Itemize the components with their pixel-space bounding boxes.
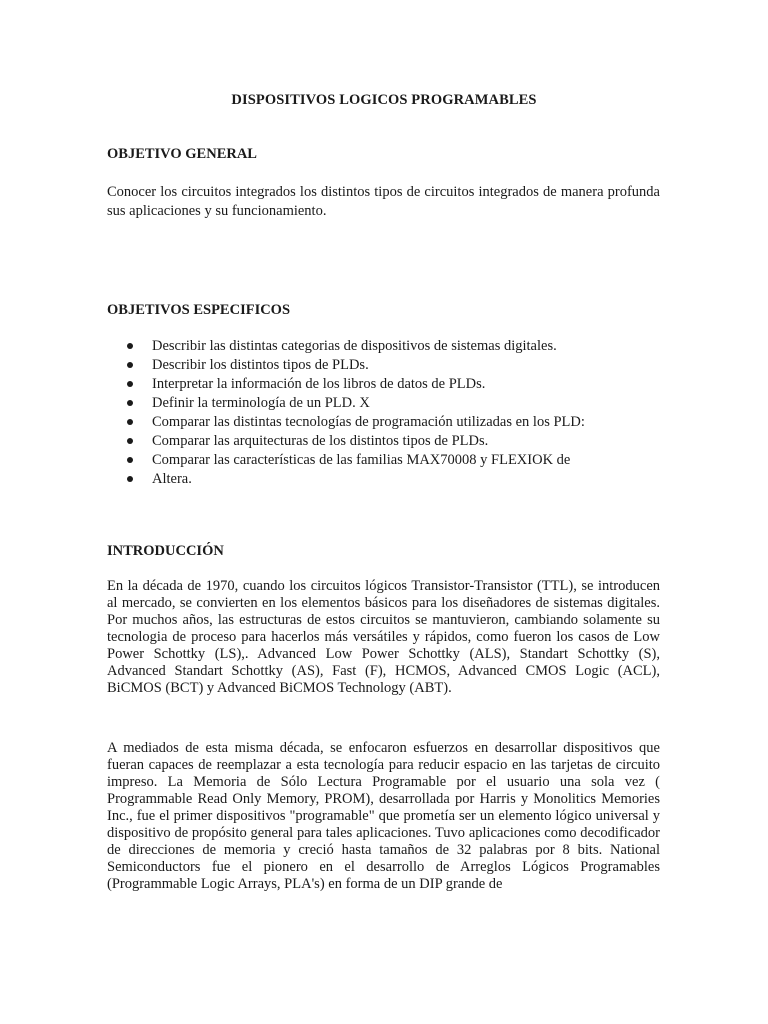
heading-objetivo-general: OBJETIVO GENERAL (107, 146, 257, 162)
list-item (107, 337, 660, 356)
bullet-icon (127, 476, 133, 482)
bullet-icon (127, 343, 133, 349)
heading-introduccion: INTRODUCCIÓN (107, 543, 224, 559)
bullet-icon (127, 400, 133, 406)
document-title: DISPOSITIVOS LOGICOS PROGRAMABLES (231, 92, 537, 108)
list-item-text: Altera. (152, 471, 192, 487)
list-item (107, 470, 660, 489)
bullet-icon (127, 457, 133, 463)
list-item (107, 375, 660, 394)
bullet-icon (127, 419, 133, 425)
list-item-text: Definir la terminología de un PLD. X (152, 395, 370, 411)
list-item (107, 356, 660, 375)
introduccion-paragraph-1: En la década de 1970, cuando los circuitos lógicos Transistor-Transistor (TTL), se introducen al mercado, se convierten en los elementos básicos para los diseñadores de sistemas digitales. Por muchos años, las estructuras de estos circuitos se mantuvieron, cambiando solamente su tecnologia de proceso para hacerlos más versátiles y rápidos, como fueron los casos de Low Power Schottky (LS),. Advanced Low Power Schottky (ALS), Standart Schottky (S), Advanced Standart Schottky (AS), Fast (F), HCMOS, Advanced CMOS Logic (ACL), BiCMOS (BCT) y Advanced BiCMOS Technology (ABT). (107, 578, 660, 696)
list-item (107, 451, 660, 470)
list-item (107, 413, 660, 432)
list-item-text: Describir las distintas categorias de dispositivos de sistemas digitales. (152, 338, 557, 354)
heading-objetivos-especificos: OBJETIVOS ESPECIFICOS (107, 302, 291, 318)
bullet-icon (127, 362, 133, 368)
list-item (107, 432, 660, 451)
list-item-text: Interpretar la información de los libros de datos de PLDs. (152, 376, 486, 392)
bullet-icon (127, 381, 133, 387)
list-item-text: Comparar las características de las familias MAX70008 y FLEXIOK de (152, 452, 571, 468)
bullet-icon (127, 438, 133, 444)
objetivo-general-text: Conocer los circuitos integrados los distintos tipos de circuitos integrados de manera profunda sus aplicaciones y su funcionamiento. (107, 184, 660, 219)
list-item-text: Describir los distintos tipos de PLDs. (152, 357, 369, 373)
introduccion-paragraph-2: A mediados de esta misma década, se enfocaron esfuerzos en desarrollar dispositivos que fueran capaces de reemplazar a esta tecnología para reducir espacio en las tarjetas de circuito impreso. La Memoria de Sólo Lectura Programable por el usuario una sola vez ( Programmable Read Only Memory, PROM), desarrollada por Harris y Monolitics Memories Inc., fue el primer dispositivos "programable" que prometía ser un elemento lógico universal y dispositivo de propósito general para tales aplicaciones. Tuvo aplicaciones como decodificador de direcciones de memoria y creció hasta tamaños de 32 palabras por 8 bits. National Semiconductors fue el pionero en el desarrollo de Arreglos Lógicos Programables (Programmable Logic Arrays, PLA's) en forma de un DIP grande de (107, 740, 660, 892)
list-item-text: Comparar las distintas tecnologías de programación utilizadas en los PLD: (152, 414, 585, 430)
objetivos-list (107, 337, 660, 489)
list-item (107, 394, 660, 413)
list-item-text: Comparar las arquitecturas de los distintos tipos de PLDs. (152, 433, 489, 449)
